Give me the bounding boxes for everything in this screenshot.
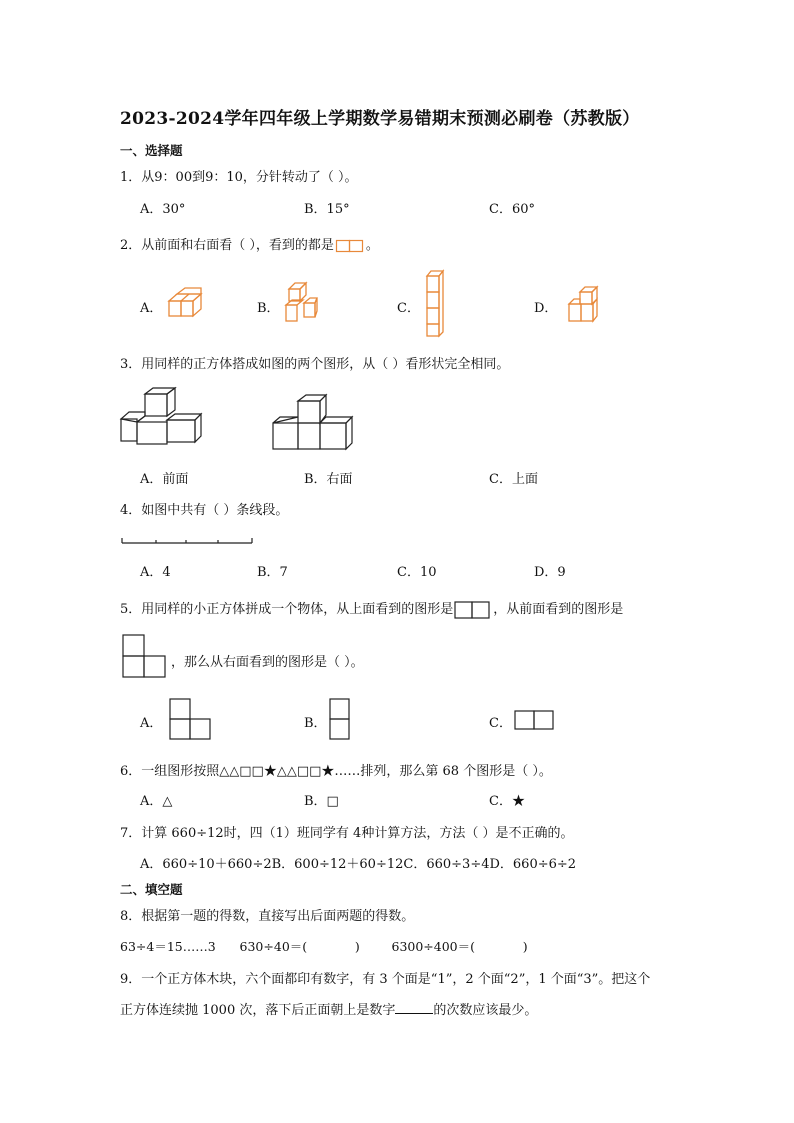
question-3-left-figure [119, 388, 203, 446]
question-3-right-figure [272, 393, 356, 451]
option-b-cube-figure [284, 281, 318, 323]
question-1-option-c[interactable]: C．60° [489, 202, 535, 217]
question-4-option-d[interactable]: D．9 [534, 565, 566, 580]
question-5-option-a-figure [168, 697, 212, 741]
question-6-option-a[interactable]: A．△ [140, 794, 173, 809]
question-6-text: 6．一组图形按照△△□□★△△□□★……排列，那么第 68 个图形是（ ）。 [120, 764, 552, 779]
question-8-text: 8．根据第一题的得数，直接写出后面两题的得数。 [120, 909, 415, 924]
question-3-text: 3．用同样的正方体搭成如图的两个图形，从（ ）看形状完全相同。 [120, 357, 510, 372]
question-5-top-view-figure [454, 601, 492, 619]
question-5-text-part1: 5．用同样的小正方体拼成一个物体，从上面看到的图形是 [120, 602, 454, 617]
question-1-option-a[interactable]: A．30° [140, 202, 186, 217]
question-1-option-b[interactable]: B．15° [304, 202, 350, 217]
question-5-front-view-figure [121, 633, 167, 679]
question-6-option-c[interactable]: C．★ [489, 794, 525, 809]
section-heading-fill-blank: 二、填空题 [120, 882, 183, 897]
question-2-option-c[interactable]: C． [397, 301, 420, 316]
question-3-option-b[interactable]: B．右面 [304, 472, 353, 487]
question-2-option-d[interactable]: D． [534, 301, 558, 316]
question-4-option-a[interactable]: A．4 [140, 565, 171, 580]
question-5-option-a[interactable]: A． [140, 716, 163, 731]
page-title: 2023-2024学年四年级上学期数学易错期末预测必刷卷（苏教版） [120, 109, 640, 129]
question-7-options[interactable]: A．660÷10＋660÷2B．600÷12＋60÷12C．660÷3÷4D．660÷6÷2 [140, 857, 577, 872]
question-4-segment-figure [120, 537, 254, 547]
question-4-option-b[interactable]: B．7 [257, 565, 288, 580]
question-9-text-before: 正方体连续抛 1000 次，落下后正面朝上是数字 [120, 1003, 396, 1018]
question-8-equations: 63÷4＝15……3 630÷40＝( ) 6300÷400＝( ) [120, 939, 528, 954]
question-2-text-after: 。 [365, 238, 379, 253]
question-6-option-b[interactable]: B．□ [304, 794, 339, 809]
question-9-line-1: 9．一个正方体木块，六个面都印有数字，有 3 个面是“1”，2 个面“2”，1 个面“3”。把这个 [120, 972, 651, 987]
question-2-option-a[interactable]: A． [140, 301, 163, 316]
question-5-text-part3: ，那么从右面看到的图形是（ ）。 [171, 655, 364, 670]
front-view-two-squares-figure [336, 240, 364, 252]
question-5-option-c[interactable]: C． [489, 716, 512, 731]
question-2-text [120, 234, 379, 253]
question-2-option-b[interactable]: B． [257, 301, 280, 316]
option-d-cube-figure [567, 286, 601, 324]
question-9-answer-blank[interactable] [395, 1001, 433, 1014]
question-5-text [120, 598, 623, 619]
question-9-text-after: 的次数应该最少。 [433, 1003, 538, 1018]
option-a-cube-figure [168, 288, 202, 318]
option-c-cube-figure [425, 270, 445, 338]
question-5-text-part2: ，从前面看到的图形是 [493, 602, 624, 617]
section-heading-choice: 一、选择题 [120, 143, 183, 158]
question-9-line-2 [120, 999, 537, 1018]
question-3-option-a[interactable]: A．前面 [140, 472, 189, 487]
question-5-option-b[interactable]: B． [304, 716, 327, 731]
question-5-option-c-figure [514, 709, 554, 731]
question-1-text: 1．从9：00到9：10，分针转动了（ ）。 [120, 170, 358, 185]
question-3-option-c[interactable]: C．上面 [489, 472, 538, 487]
question-2-text-before: 2．从前面和右面看（ ），看到的都是 [120, 238, 334, 253]
question-5-option-b-figure [329, 697, 351, 741]
question-4-text: 4．如图中共有（ ）条线段。 [120, 503, 289, 518]
question-7-text: 7．计算 660÷12时，四（1）班同学有 4种计算方法，方法（ ）是不正确的。 [120, 826, 574, 841]
question-4-option-c[interactable]: C．10 [397, 565, 437, 580]
